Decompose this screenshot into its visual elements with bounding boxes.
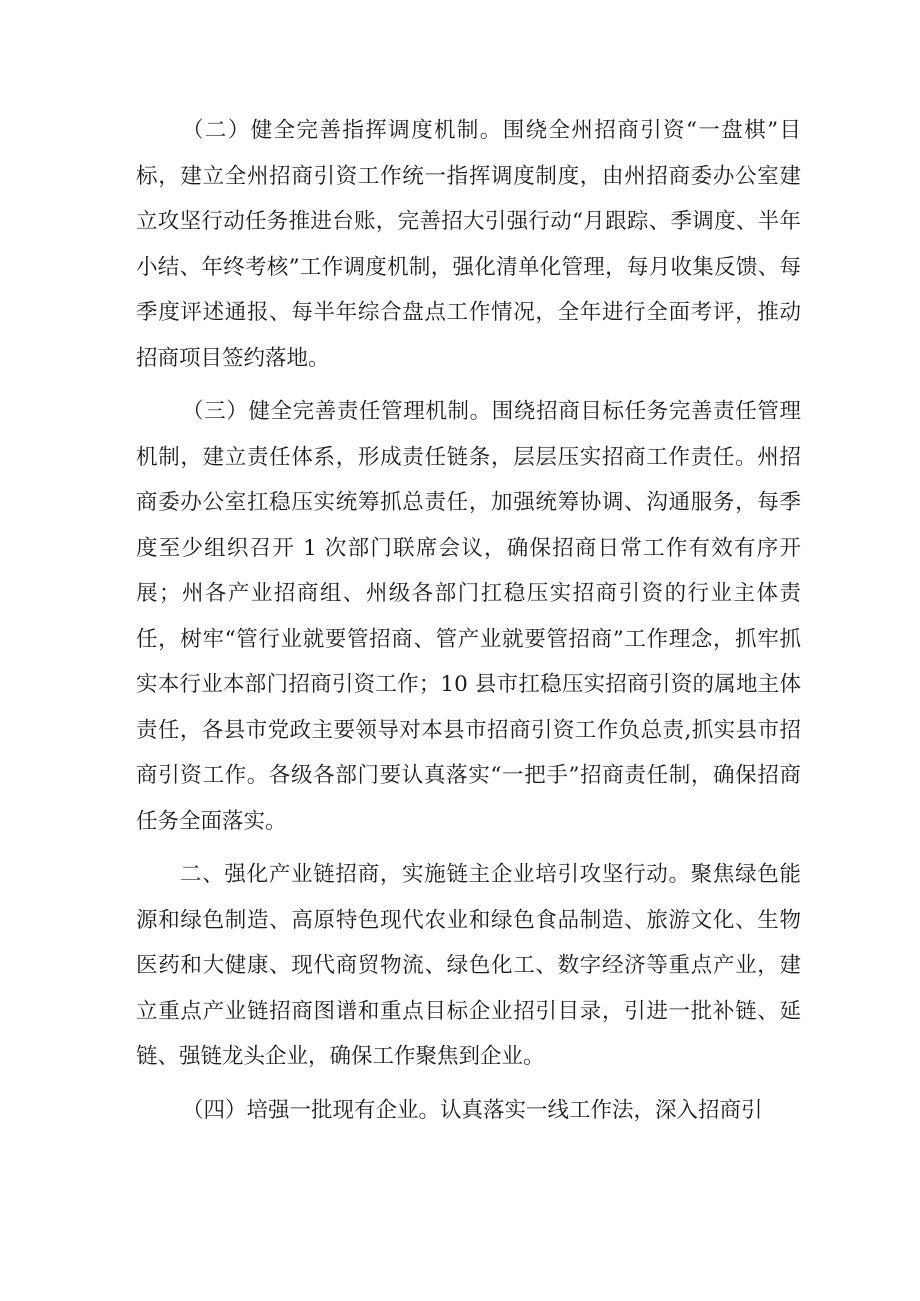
paragraph-existing-enterprises: （四）培强一批现有企业。认真落实一线工作法，深入招商引	[182, 1097, 763, 1123]
section-heading-industry-chain: 二、强化产业链招商，实施链主企业培引攻坚行动。聚焦绿色能源和绿色制造、高原特色现代农业和绿色食品制造、旅游文化、生物医药和大健康、现代商贸物流、绿色化工、数字经济等重点产业，建立重点产业链招商图谱和重点目标企业招引目录，引进一批补链、延链、强链龙头企业，确保工作聚焦到企业。	[136, 862, 801, 1069]
paragraph-command-dispatch: （二）健全完善指挥调度机制。围绕全州招商引资“一盘棋”目标，建立全州招商引资工作统一指挥调度制度，由州招商委办公室建立攻坚行动任务推进台账，完善招大引强行动“月跟踪、季调度、半年小结、年终考核”工作调度机制，强化清单化管理，每月收集反馈、每季度评述通报、每半年综合盘点工作情况，全年进行全面考评，推动招商项目签约落地。	[136, 118, 801, 371]
document-body	[136, 108, 801, 1141]
paragraph-responsibility-management: （三）健全完善责任管理机制。围绕招商目标任务完善责任管理机制，建立责任体系，形成责任链条，层层压实招商工作责任。州招商委办公室扛稳压实统筹抓总责任，加强统筹协调、沟通服务，每季度至少组织召开 1 次部门联席会议，确保招商日常工作有效有序开展；州各产业招商组、州级各部门扛稳压实招商引资的行业主体责任，树牢“管行业就要管招商、管产业就要管招商”工作理念，抓牢抓实本行业本部门招商引资工作；10 县市扛稳压实招商引资的属地主体责任，各县市党政主要领导对本县市招商引资工作负总责,抓实县市招商引资工作。各级各部门要认真落实“一把手”招商责任制，确保招商任务全面落实。	[136, 399, 801, 834]
